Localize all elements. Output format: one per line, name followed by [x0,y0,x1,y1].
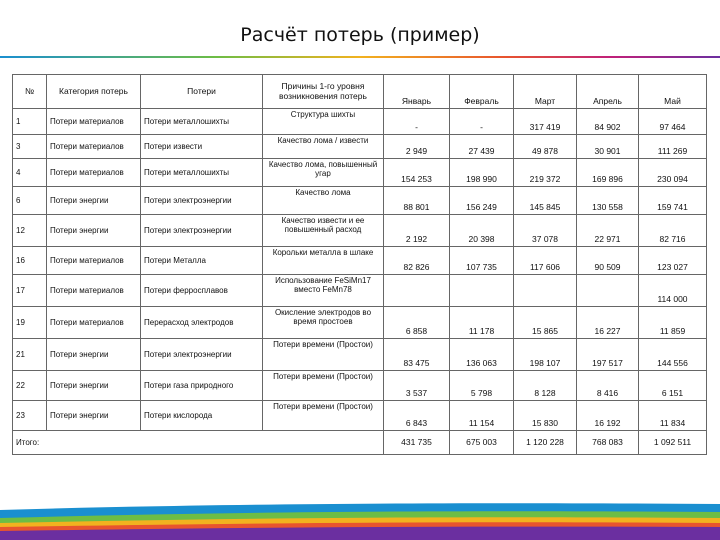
total-value: 431 735 [384,431,450,455]
row-number: 23 [13,401,47,431]
row-value: 20 398 [450,215,514,247]
row-loss: Потери Металла [141,247,263,275]
row-value: 2 192 [384,215,450,247]
row-cause: Потери времени (Простои) [263,371,384,401]
row-loss: Потери электроэнергии [141,187,263,215]
header-month: Апрель [577,75,639,109]
header-loss: Потери [141,75,263,109]
total-label: Итого: [13,431,384,455]
table-row [13,109,707,135]
row-value: 317 419 [514,109,577,135]
row-value: 49 878 [514,135,577,159]
row-value: 159 741 [639,187,707,215]
row-value: 11 178 [450,307,514,339]
row-value: 16 192 [577,401,639,431]
row-category: Потери энергии [47,401,141,431]
row-value: 37 078 [514,215,577,247]
row-category: Потери материалов [47,247,141,275]
header-no: № [13,75,47,109]
row-value: 15 865 [514,307,577,339]
row-value: 11 859 [639,307,707,339]
row-loss: Потери газа природного [141,371,263,401]
header-cause: Причины 1-го уровня возникновения потерь [263,75,384,109]
row-value: 145 845 [514,187,577,215]
row-value [514,275,577,307]
row-cause: Качество лома / извести [263,135,384,159]
row-value [384,275,450,307]
row-value: 90 509 [577,247,639,275]
header-row [13,75,707,109]
row-category: Потери материалов [47,159,141,187]
row-value: 22 971 [577,215,639,247]
row-cause: Потери времени (Простои) [263,339,384,371]
row-value: 15 830 [514,401,577,431]
row-category: Потери энергии [47,339,141,371]
row-cause: Потери времени (Простои) [263,401,384,431]
table-row [13,371,707,401]
row-value: 8 416 [577,371,639,401]
row-value: 154 253 [384,159,450,187]
row-category: Потери энергии [47,371,141,401]
total-value: 1 120 228 [514,431,577,455]
row-value [450,275,514,307]
total-value: 1 092 511 [639,431,707,455]
row-value: 123 027 [639,247,707,275]
row-loss: Потери металлошихты [141,159,263,187]
table-row [13,339,707,371]
row-category: Потери энергии [47,215,141,247]
row-value: 107 735 [450,247,514,275]
row-value: 6 151 [639,371,707,401]
row-number: 21 [13,339,47,371]
table-row [13,247,707,275]
row-loss: Потери ферросплавов [141,275,263,307]
row-value: 5 798 [450,371,514,401]
row-number: 4 [13,159,47,187]
row-category: Потери материалов [47,307,141,339]
row-value: 130 558 [577,187,639,215]
total-value: 768 083 [577,431,639,455]
row-value: 82 826 [384,247,450,275]
row-number: 3 [13,135,47,159]
table-row [13,215,707,247]
row-category: Потери энергии [47,187,141,215]
header-month: Январь [384,75,450,109]
row-category: Потери материалов [47,275,141,307]
row-value: 230 094 [639,159,707,187]
title-underline [0,56,720,58]
row-value: 136 063 [450,339,514,371]
row-loss: Потери электроэнергии [141,215,263,247]
row-number: 16 [13,247,47,275]
table-row [13,401,707,431]
row-value: 83 475 [384,339,450,371]
row-value: 156 249 [450,187,514,215]
row-value: 8 128 [514,371,577,401]
row-value: 27 439 [450,135,514,159]
total-value: 675 003 [450,431,514,455]
row-value: 11 834 [639,401,707,431]
row-value: 84 902 [577,109,639,135]
table-row [13,187,707,215]
row-value: 11 154 [450,401,514,431]
row-loss: Перерасход электродов [141,307,263,339]
header-month: Май [639,75,707,109]
row-value: 3 537 [384,371,450,401]
row-value: 2 949 [384,135,450,159]
row-value: - [450,109,514,135]
page-title: Расчёт потерь (пример) [240,24,480,46]
loss-table [12,74,707,455]
row-number: 1 [13,109,47,135]
row-cause: Качество извести и ее повышенный расход [263,215,384,247]
table-row [13,159,707,187]
row-value: 198 990 [450,159,514,187]
row-number: 19 [13,307,47,339]
row-value: 117 606 [514,247,577,275]
row-value: 197 517 [577,339,639,371]
row-category: Потери материалов [47,109,141,135]
row-value: 114 000 [639,275,707,307]
row-cause: Окисление электродов во время простоев [263,307,384,339]
row-value: 198 107 [514,339,577,371]
row-loss: Потери кислорода [141,401,263,431]
header-category: Категория потерь [47,75,141,109]
header-month: Март [514,75,577,109]
table-row [13,275,707,307]
row-value: 30 901 [577,135,639,159]
row-value: 219 372 [514,159,577,187]
row-loss: Потери электроэнергии [141,339,263,371]
row-cause: Корольки металла в шлаке [263,247,384,275]
row-cause: Структура шихты [263,109,384,135]
row-value [577,275,639,307]
row-value: 169 896 [577,159,639,187]
row-value: 144 556 [639,339,707,371]
row-cause: Качество лома [263,187,384,215]
row-value: 88 801 [384,187,450,215]
row-value: 97 464 [639,109,707,135]
row-value: 6 843 [384,401,450,431]
row-value: - [384,109,450,135]
total-row [13,431,707,455]
row-number: 12 [13,215,47,247]
row-category: Потери материалов [47,135,141,159]
brand-footer-stripes [0,498,720,540]
row-value: 6 858 [384,307,450,339]
row-value: 82 716 [639,215,707,247]
row-number: 6 [13,187,47,215]
table-row [13,307,707,339]
row-number: 22 [13,371,47,401]
row-loss: Потери извести [141,135,263,159]
row-cause: Использование FeSiMn17 вместо FeMn78 [263,275,384,307]
header-month: Февраль [450,75,514,109]
row-loss: Потери металлошихты [141,109,263,135]
row-cause: Качество лома, повышенный угар [263,159,384,187]
table-row [13,135,707,159]
row-number: 17 [13,275,47,307]
row-value: 111 269 [639,135,707,159]
row-value: 16 227 [577,307,639,339]
